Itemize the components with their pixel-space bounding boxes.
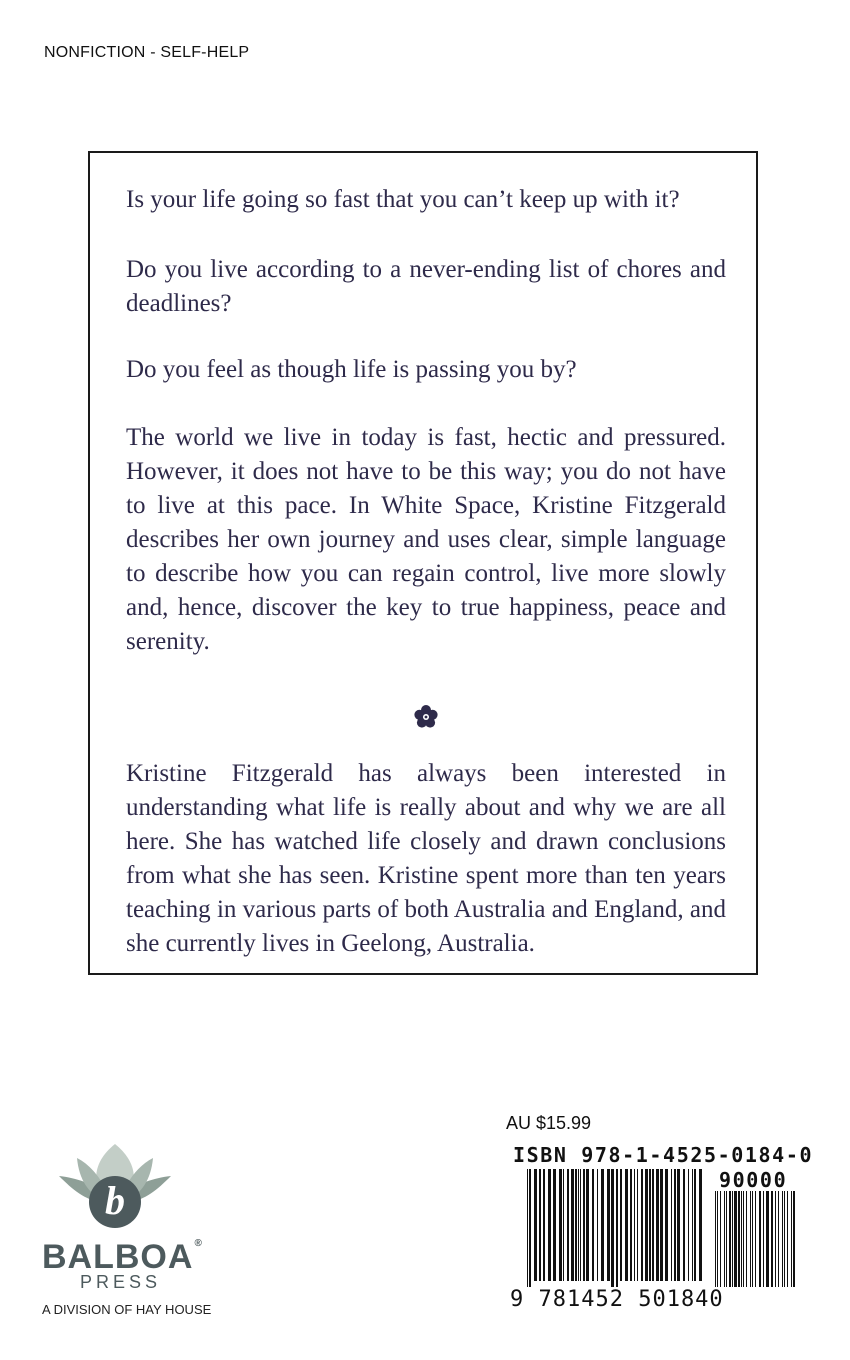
barcode-bar [784, 1191, 785, 1287]
barcode-bar [634, 1169, 635, 1281]
barcode-bar [665, 1169, 668, 1281]
registered-mark: ® [194, 1238, 203, 1249]
barcode-bar [567, 1169, 569, 1281]
barcode-bar [652, 1169, 654, 1281]
barcode-bar [563, 1169, 564, 1281]
barcode-bar [782, 1191, 783, 1287]
barcode-bar [724, 1191, 725, 1287]
barcode-bar [637, 1169, 638, 1281]
barcode-bar [766, 1191, 769, 1287]
barcode-bar [793, 1191, 795, 1287]
barcode-bar [671, 1169, 672, 1281]
barcode-bar [548, 1169, 551, 1281]
barcode-bar [656, 1169, 659, 1281]
barcode-bar [534, 1169, 537, 1281]
barcode-bar [726, 1191, 727, 1287]
isbn-label: ISBN 978-1-4525-0184-0 [513, 1143, 814, 1167]
publisher-division: A DIVISION OF HAY HOUSE [42, 1302, 212, 1317]
blurb-question-3: Do you feel as though life is passing you by? [126, 356, 577, 383]
barcode-bar [649, 1169, 651, 1281]
blurb-box [88, 151, 758, 975]
barcode-bar [787, 1191, 788, 1287]
barcode-bar [771, 1191, 773, 1287]
barcode-bar [529, 1169, 531, 1289]
blurb-question-2: Do you live according to a never-ending list of chores and deadlines? [126, 256, 726, 317]
barcode-bar [580, 1169, 581, 1281]
blurb-description: The world we live in today is fast, hectic and pressured. However, it does not have to be this way; you do not have to live at this pace. In White Space, Kristine Fitzgerald describes her own journey and uses clear, simple language to describe how you can regain control, live more slowly and, hence, discover the key to true happiness, peace and serenity. [126, 424, 726, 655]
barcode-bar [586, 1169, 589, 1281]
barcode-bar [752, 1191, 753, 1287]
barcode-bar [759, 1191, 761, 1287]
barcode-bar [645, 1169, 648, 1281]
price-label: AU $15.99 [506, 1113, 592, 1133]
barcode-bar [738, 1191, 740, 1287]
barcode-bar [625, 1169, 628, 1281]
barcode-bar [527, 1169, 528, 1289]
barcode-bar [583, 1169, 585, 1281]
barcode-bar [750, 1191, 751, 1287]
barcode-bar [694, 1169, 696, 1281]
barcode-bar [734, 1191, 737, 1287]
barcode-bar [559, 1169, 562, 1281]
barcode-bar [641, 1169, 643, 1281]
barcode-bar [775, 1191, 776, 1287]
category-label: NONFICTION - SELF-HELP [44, 44, 250, 61]
barcode-bar [571, 1169, 574, 1281]
barcode-bar [630, 1169, 632, 1281]
barcode-bar [755, 1191, 756, 1287]
barcode-bar [778, 1191, 779, 1287]
barcode-bar [607, 1169, 610, 1281]
barcode-bar [746, 1191, 747, 1287]
barcode-bar [539, 1169, 541, 1281]
barcode-bar [553, 1169, 556, 1281]
barcode-digits: 9 781452 501840 [510, 1287, 724, 1312]
barcode-bar [715, 1191, 716, 1287]
barcode-bar [592, 1169, 594, 1281]
author-bio: Kristine Fitzgerald has always been interested in understanding what life is really about and why we are all here. She has watched life closely and drawn conclusions from what she has seen. Kristine spent more than ten years teaching in various parts of both Australia and England, and she currently lives in Geelong, Australia. [126, 760, 726, 957]
barcode-bar [741, 1191, 742, 1287]
logo-letter: b [105, 1178, 125, 1223]
flower-ornament-icon [412, 703, 440, 731]
barcode-bar [692, 1169, 693, 1281]
barcode-bar [743, 1191, 744, 1287]
barcode-bar [688, 1169, 689, 1281]
barcode-bar [732, 1191, 733, 1287]
barcode-bar [699, 1169, 702, 1281]
barcode-bar [791, 1191, 792, 1287]
price-code-label: 90000 [719, 1168, 788, 1192]
publisher-name-text: BALBOA [42, 1238, 194, 1276]
barcode-bar [720, 1191, 721, 1287]
blurb-question-1: Is your life going so fast that you can’t keep up with it? [126, 186, 680, 213]
barcode-bar [677, 1169, 680, 1281]
barcode-bar [660, 1169, 663, 1281]
barcode-bar [601, 1169, 604, 1281]
barcode-bar [597, 1169, 598, 1281]
publisher-sub: PRESS [80, 1272, 162, 1292]
barcode-bar [620, 1169, 622, 1281]
barcode-bar [616, 1169, 618, 1289]
balboa-lotus-logo-icon [55, 1140, 175, 1240]
barcode-bar [674, 1169, 676, 1281]
barcode-bar [611, 1169, 614, 1289]
barcode-bar [683, 1169, 685, 1281]
barcode-bar [729, 1191, 731, 1287]
barcode-bar [763, 1191, 764, 1287]
barcode-bar [717, 1191, 718, 1287]
barcode-bar [578, 1169, 579, 1281]
barcode-bar [575, 1169, 577, 1281]
barcode-bar [543, 1169, 545, 1281]
